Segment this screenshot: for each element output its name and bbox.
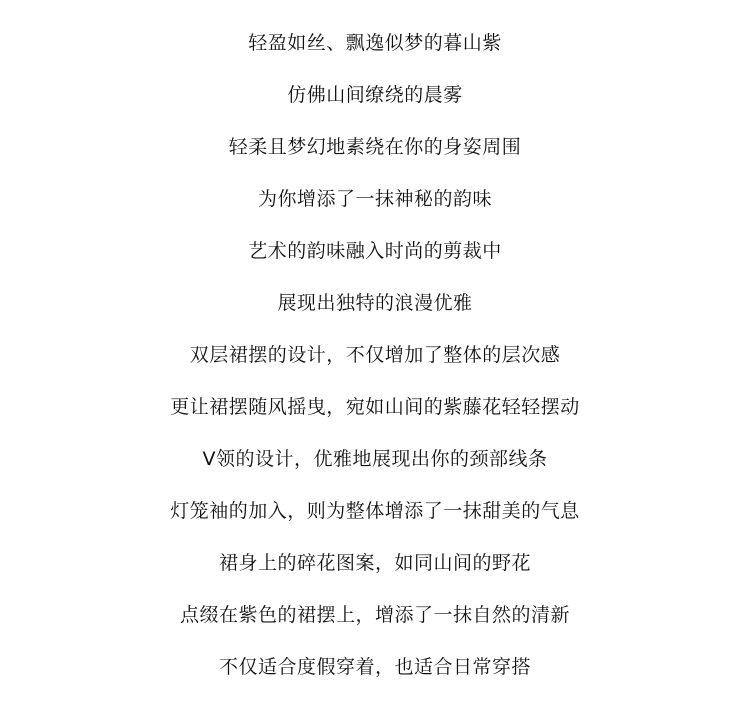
text-line: 裙身上的碎花图案，如同山间的野花 <box>218 552 531 574</box>
text-line: 为你增添了一抹神秘的韵味 <box>257 188 492 210</box>
text-line: 轻柔且梦幻地素绕在你的身姿周围 <box>228 136 522 158</box>
text-line: 轻盈如丝、飘逸似梦的暮山紫 <box>248 32 502 54</box>
text-line: 展现出独特的浪漫优雅 <box>277 292 473 314</box>
text-line: 双层裙摆的设计，不仅增加了整体的层次感 <box>189 344 561 366</box>
text-line: 更让裙摆随风摇曳，宛如山间的紫藤花轻轻摆动 <box>170 396 580 418</box>
text-line: 点缀在紫色的裙摆上，增添了一抹自然的清新 <box>179 604 570 626</box>
text-line: 仿佛山间缭绕的晨雾 <box>287 84 463 106</box>
text-line: 艺术的韵味融入时尚的剪裁中 <box>248 240 502 262</box>
text-line: V领的设计，优雅地展现出你的颈部线条 <box>202 448 548 470</box>
text-line: 灯笼袖的加入，则为整体增添了一抹甜美的气息 <box>170 500 580 522</box>
text-line: 不仅适合度假穿着，也适合日常穿搭 <box>218 656 531 678</box>
